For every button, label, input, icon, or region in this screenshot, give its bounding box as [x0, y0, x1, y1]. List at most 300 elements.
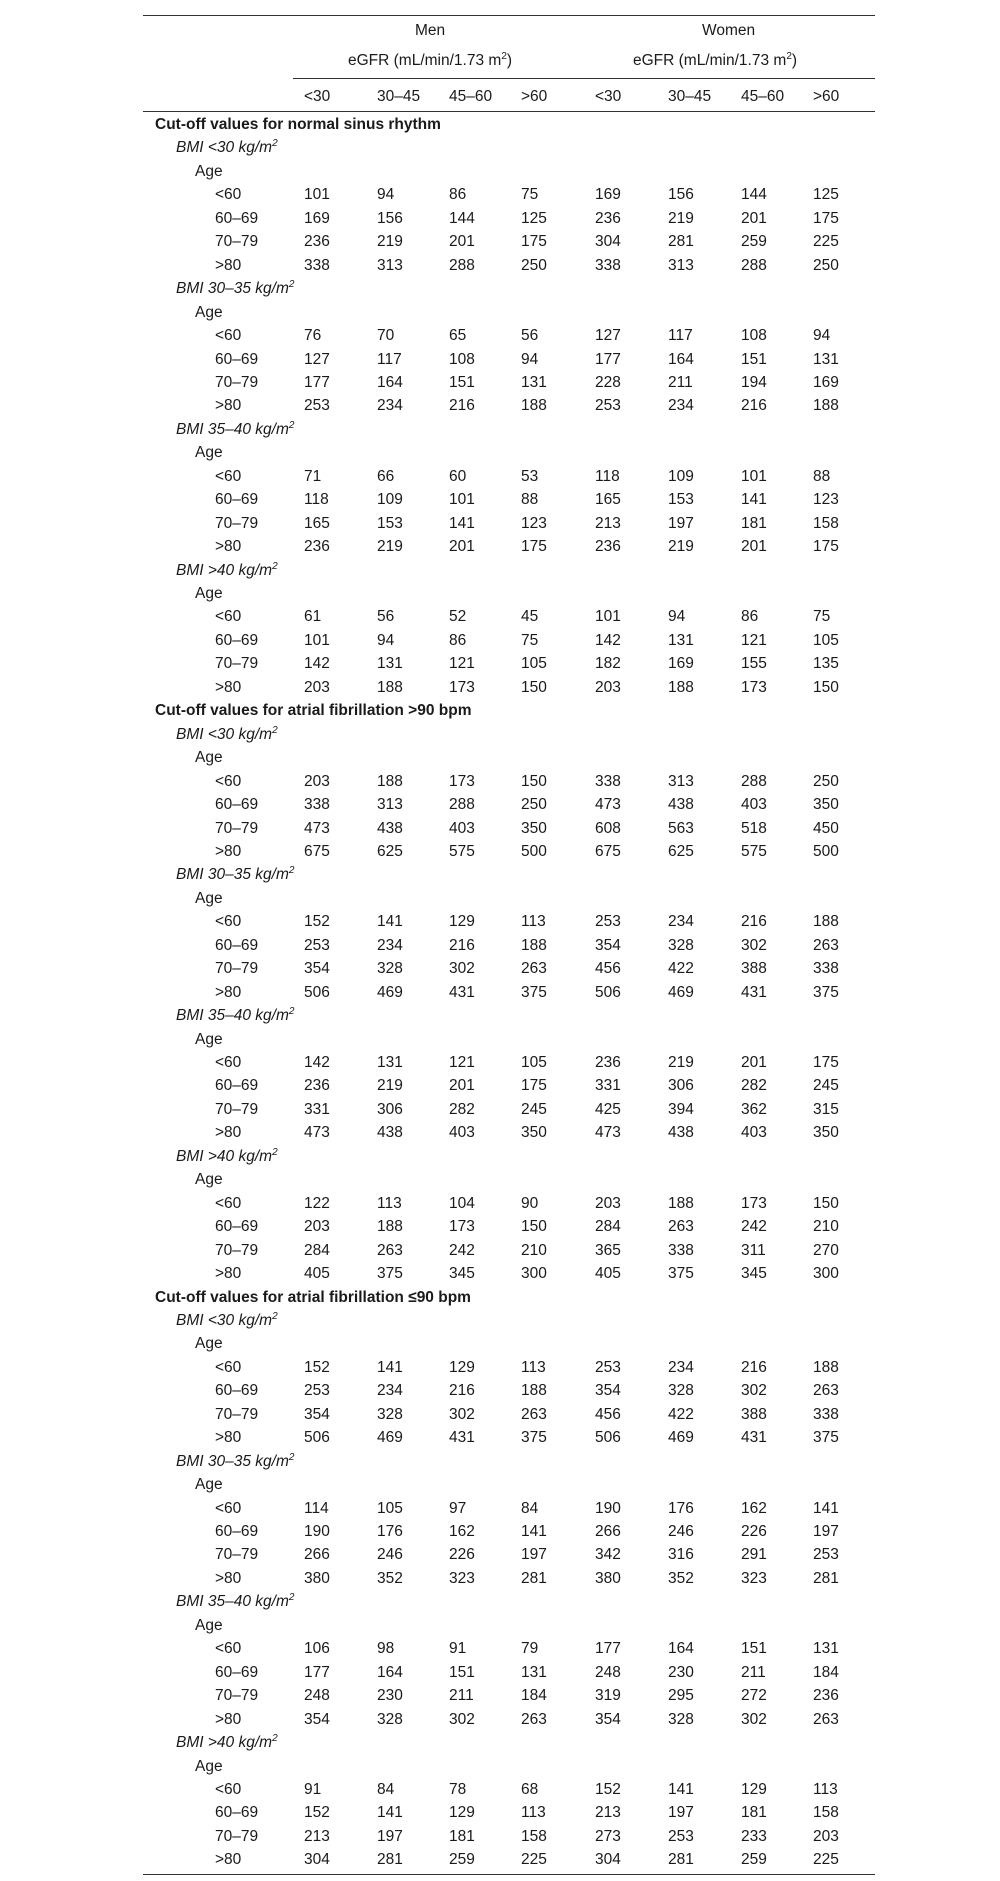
value-cell: 253: [595, 913, 621, 931]
value-cell: 306: [377, 1100, 403, 1118]
table-row: [143, 254, 875, 277]
age-group: <60: [215, 467, 242, 485]
value-cell: 625: [668, 842, 694, 860]
value-cell: 188: [668, 1194, 694, 1212]
value-cell: 113: [521, 1804, 546, 1822]
value-cell: 86: [449, 186, 467, 204]
bmi-label: [176, 863, 294, 886]
section-row: [143, 699, 875, 722]
value-cell: 266: [304, 1546, 330, 1564]
age-group: 70–79: [215, 373, 259, 391]
value-cell: 197: [668, 1804, 694, 1822]
value-cell: 101: [449, 491, 475, 509]
value-cell: 236: [813, 1687, 839, 1705]
bmi-text: BMI >40 kg/m: [176, 561, 273, 579]
value-cell: 234: [668, 913, 694, 931]
value-cell: 173: [449, 1218, 475, 1236]
value-cell: 213: [304, 1827, 330, 1845]
age-group: <60: [215, 1499, 242, 1517]
value-cell: 151: [741, 1640, 767, 1658]
value-cell: 177: [304, 373, 330, 391]
value-cell: 456: [595, 1405, 621, 1423]
value-cell: 282: [449, 1100, 475, 1118]
egfr-close: ): [791, 52, 798, 69]
table-row: [143, 1848, 875, 1871]
age-header-row: [143, 301, 875, 324]
value-cell: 375: [668, 1265, 694, 1283]
bmi-label: [176, 1731, 278, 1754]
value-cell: 438: [377, 1124, 403, 1142]
value-cell: 250: [813, 772, 839, 790]
value-cell: 75: [521, 186, 539, 204]
table-row: [143, 770, 875, 793]
age-group: 60–69: [215, 1523, 259, 1540]
value-cell: 306: [668, 1077, 694, 1095]
value-cell: 94: [813, 327, 831, 345]
age-group: 70–79: [215, 960, 259, 978]
value-cell: 141: [377, 1804, 403, 1822]
value-cell: 71: [304, 467, 322, 485]
value-cell: 91: [304, 1780, 322, 1798]
bmi-text: BMI >40 kg/m: [176, 1734, 273, 1752]
age-group: 70–79: [215, 1827, 259, 1845]
value-cell: 53: [521, 467, 539, 485]
table-row: [143, 1543, 875, 1566]
value-cell: 225: [813, 233, 839, 251]
value-cell: 675: [595, 842, 621, 860]
value-cell: 422: [668, 1405, 694, 1423]
bmi-label: [176, 418, 294, 441]
value-cell: 456: [595, 960, 621, 978]
value-cell: 316: [668, 1546, 694, 1564]
value-cell: 216: [741, 1358, 767, 1376]
value-cell: 213: [595, 514, 621, 532]
value-cell: 141: [813, 1499, 839, 1517]
value-cell: 113: [813, 1780, 838, 1798]
value-cell: 236: [304, 1077, 330, 1095]
value-cell: 313: [668, 256, 694, 274]
value-cell: 150: [813, 1194, 839, 1212]
age-header-row: [143, 441, 875, 464]
value-cell: 328: [668, 936, 694, 954]
age-header: Age: [195, 889, 223, 907]
value-cell: 155: [741, 655, 767, 673]
age-group: >80: [215, 1124, 242, 1142]
table-row: [143, 512, 875, 535]
bmi-row: [143, 136, 875, 159]
value-cell: 158: [813, 514, 839, 532]
bmi-row: [143, 723, 875, 746]
value-cell: 354: [304, 1405, 330, 1423]
value-cell: 175: [521, 1077, 547, 1095]
value-cell: 131: [521, 373, 547, 391]
value-cell: 78: [449, 1780, 467, 1798]
bmi-text: BMI 35–40 kg/m: [176, 1007, 289, 1025]
value-cell: 253: [813, 1546, 839, 1564]
age-header-row: [143, 1473, 875, 1496]
value-cell: 284: [304, 1241, 330, 1259]
value-cell: 142: [304, 655, 330, 673]
value-cell: 469: [668, 1429, 694, 1447]
bmi-sup: 2: [288, 1592, 295, 1604]
column-header: 45–60: [449, 88, 493, 105]
age-header-row: [143, 887, 875, 910]
table-row: [143, 1262, 875, 1285]
value-cell: 230: [668, 1663, 694, 1681]
column-header: 45–60: [741, 88, 785, 105]
value-cell: 342: [595, 1546, 621, 1564]
value-cell: 113: [521, 913, 546, 931]
value-cell: 219: [377, 1077, 403, 1095]
value-cell: 313: [377, 256, 403, 274]
value-cell: 156: [377, 209, 403, 227]
value-cell: 304: [595, 1851, 621, 1869]
women-egfr-label: [633, 51, 797, 71]
value-cell: 234: [377, 397, 403, 415]
value-cell: 152: [595, 1780, 621, 1798]
value-cell: 177: [595, 350, 621, 368]
value-cell: 101: [741, 467, 767, 485]
value-cell: 188: [813, 913, 839, 931]
value-cell: 352: [377, 1569, 403, 1587]
value-cell: 375: [377, 1265, 403, 1283]
egfr-text: eGFR (mL/min/1.73 m: [633, 52, 787, 69]
value-cell: 61: [304, 608, 322, 626]
age-group: 70–79: [215, 1405, 259, 1423]
age-group: 70–79: [215, 514, 259, 532]
bmi-sup: 2: [288, 865, 295, 877]
value-cell: 245: [813, 1077, 839, 1095]
table-row: [143, 348, 875, 371]
table-row: [143, 1661, 875, 1684]
value-cell: 84: [377, 1780, 395, 1798]
column-header: >60: [813, 88, 840, 105]
bmi-label: [176, 723, 278, 746]
value-cell: 323: [449, 1569, 475, 1587]
value-cell: 473: [595, 1124, 621, 1142]
value-cell: 216: [449, 397, 475, 415]
value-cell: 164: [377, 1663, 403, 1681]
value-cell: 197: [668, 514, 694, 532]
value-cell: 188: [377, 772, 403, 790]
value-cell: 101: [304, 631, 330, 649]
value-cell: 129: [449, 1358, 475, 1376]
value-cell: 625: [377, 842, 403, 860]
value-cell: 234: [668, 1358, 694, 1376]
section-row: [143, 113, 875, 136]
value-cell: 211: [668, 373, 693, 391]
value-cell: 213: [595, 1804, 621, 1822]
value-cell: 236: [304, 233, 330, 251]
value-cell: 158: [813, 1804, 839, 1822]
value-cell: 182: [595, 655, 621, 673]
value-cell: 188: [377, 678, 403, 696]
value-cell: 162: [449, 1523, 475, 1540]
value-cell: 121: [449, 1054, 475, 1071]
value-cell: 127: [595, 327, 621, 345]
value-cell: 284: [595, 1218, 621, 1236]
value-cell: 127: [304, 350, 330, 368]
women-group-rule: [583, 78, 875, 79]
value-cell: 365: [595, 1241, 621, 1259]
value-cell: 338: [813, 960, 839, 978]
value-cell: 113: [377, 1194, 402, 1212]
table-row: [143, 957, 875, 980]
bmi-sup: 2: [272, 724, 278, 736]
value-cell: 263: [377, 1241, 403, 1259]
men-group-rule: [293, 78, 583, 79]
age-header-row: [143, 1168, 875, 1191]
value-cell: 236: [595, 1054, 621, 1071]
value-cell: 150: [813, 678, 839, 696]
column-header: <30: [595, 88, 622, 105]
value-cell: 123: [813, 491, 839, 509]
age-group: 60–69: [215, 1218, 259, 1236]
table-row: [143, 1708, 875, 1731]
value-cell: 236: [304, 538, 330, 556]
age-group: >80: [215, 842, 242, 860]
bmi-text: BMI 35–40 kg/m: [176, 420, 289, 438]
value-cell: 506: [304, 983, 330, 1001]
value-cell: 230: [377, 1687, 403, 1705]
value-cell: 253: [304, 1382, 330, 1400]
table-row: [143, 652, 875, 675]
value-cell: 158: [521, 1827, 547, 1845]
bmi-text: BMI 30–35 kg/m: [176, 1452, 289, 1470]
value-cell: 152: [304, 1358, 330, 1376]
value-cell: 201: [741, 538, 767, 556]
value-cell: 338: [668, 1241, 694, 1259]
value-cell: 473: [304, 819, 330, 837]
value-cell: 338: [595, 256, 621, 274]
table-row: [143, 981, 875, 1004]
top-rule: [143, 15, 875, 16]
value-cell: 150: [521, 1218, 547, 1236]
value-cell: 394: [668, 1100, 694, 1118]
value-cell: 105: [813, 631, 839, 649]
men-egfr-label: [348, 51, 512, 71]
table-row: [143, 1215, 875, 1238]
value-cell: 375: [813, 1429, 839, 1447]
age-header: Age: [195, 162, 223, 180]
value-cell: 438: [668, 796, 694, 814]
table-row: [143, 1379, 875, 1402]
bmi-text: BMI <30 kg/m: [176, 1311, 273, 1329]
value-cell: 506: [595, 983, 621, 1001]
value-cell: 302: [449, 1710, 475, 1728]
section-title: Cut-off values for normal sinus rhythm: [155, 116, 441, 133]
value-cell: 56: [377, 608, 395, 626]
age-group: 70–79: [215, 1241, 259, 1259]
value-cell: 109: [377, 491, 403, 509]
value-cell: 225: [813, 1851, 839, 1869]
value-cell: 259: [741, 233, 767, 251]
section-row: [143, 1286, 875, 1309]
value-cell: 211: [741, 1663, 766, 1681]
value-cell: 203: [813, 1827, 839, 1845]
value-cell: 288: [449, 256, 475, 274]
value-cell: 226: [741, 1523, 767, 1540]
value-cell: 263: [521, 1710, 547, 1728]
bmi-text: BMI >40 kg/m: [176, 1147, 273, 1165]
table-row: [143, 1520, 875, 1543]
value-cell: 141: [741, 491, 767, 509]
section-title: Cut-off values for atrial fibrillation >90 bpm: [155, 702, 472, 720]
value-cell: 362: [741, 1100, 767, 1118]
age-header: Age: [195, 1757, 223, 1775]
value-cell: 438: [668, 1124, 694, 1142]
value-cell: 403: [741, 796, 767, 814]
value-cell: 281: [377, 1851, 403, 1869]
value-cell: 188: [813, 1358, 839, 1376]
bmi-sup: 2: [288, 1006, 295, 1018]
value-cell: 313: [668, 772, 694, 790]
bmi-text: BMI 35–40 kg/m: [176, 1593, 289, 1611]
value-cell: 173: [741, 1194, 767, 1212]
value-cell: 181: [741, 1804, 767, 1822]
value-cell: 354: [304, 960, 330, 978]
value-cell: 201: [741, 209, 767, 227]
value-cell: 175: [813, 538, 839, 556]
value-cell: 169: [668, 655, 694, 673]
value-cell: 425: [595, 1100, 621, 1118]
bmi-row: [143, 1145, 875, 1168]
value-cell: 300: [521, 1265, 547, 1283]
bmi-sup: 2: [288, 279, 295, 291]
value-cell: 253: [668, 1827, 694, 1845]
table-row: [143, 934, 875, 957]
value-cell: 236: [595, 538, 621, 556]
age-header: Age: [195, 444, 223, 462]
bmi-label: [176, 1590, 294, 1613]
value-cell: 219: [668, 209, 694, 227]
bmi-row: [143, 1004, 875, 1027]
value-cell: 201: [449, 538, 475, 556]
age-header-row: [143, 1755, 875, 1778]
table-row: [143, 1825, 875, 1848]
table-row: [143, 817, 875, 840]
value-cell: 98: [377, 1640, 395, 1658]
value-cell: 518: [741, 819, 767, 837]
value-cell: 203: [595, 678, 621, 696]
bmi-text: BMI <30 kg/m: [176, 139, 273, 157]
value-cell: 304: [595, 233, 621, 251]
bmi-sup: 2: [272, 1310, 278, 1322]
table-row: [143, 793, 875, 816]
value-cell: 117: [668, 327, 693, 345]
value-cell: 500: [521, 842, 547, 860]
egfr-text: eGFR (mL/min/1.73 m: [348, 52, 502, 69]
value-cell: 131: [377, 655, 403, 673]
value-cell: 153: [377, 514, 403, 532]
value-cell: 270: [813, 1241, 839, 1259]
header-bottom-rule: [143, 111, 875, 112]
value-cell: 250: [521, 256, 547, 274]
value-cell: 311: [741, 1241, 766, 1259]
age-group: >80: [215, 1569, 242, 1587]
value-cell: 431: [741, 983, 767, 1001]
value-cell: 101: [304, 186, 330, 204]
value-cell: 248: [595, 1663, 621, 1681]
value-cell: 282: [741, 1077, 767, 1095]
value-cell: 225: [521, 1851, 547, 1869]
value-cell: 216: [449, 936, 475, 954]
value-cell: 88: [521, 491, 539, 509]
value-cell: 169: [813, 373, 839, 391]
bmi-text: BMI 30–35 kg/m: [176, 280, 289, 298]
age-group: >80: [215, 678, 242, 696]
table-row: [143, 629, 875, 652]
value-cell: 197: [377, 1827, 403, 1845]
table-row: [143, 1403, 875, 1426]
value-cell: 302: [741, 936, 767, 954]
age-header-row: [143, 582, 875, 605]
value-cell: 142: [595, 631, 621, 649]
value-cell: 129: [449, 913, 475, 931]
value-cell: 328: [377, 960, 403, 978]
value-cell: 113: [521, 1358, 546, 1376]
value-cell: 319: [595, 1687, 621, 1705]
value-cell: 101: [595, 608, 621, 626]
value-cell: 194: [741, 373, 767, 391]
value-cell: 253: [304, 397, 330, 415]
value-cell: 211: [449, 1687, 474, 1705]
value-cell: 169: [595, 186, 621, 204]
value-cell: 177: [304, 1663, 330, 1681]
age-group: >80: [215, 256, 242, 274]
value-cell: 263: [668, 1218, 694, 1236]
value-cell: 473: [304, 1124, 330, 1142]
value-cell: 563: [668, 819, 694, 837]
value-cell: 175: [521, 538, 547, 556]
bmi-label: [176, 559, 278, 582]
value-cell: 76: [304, 327, 322, 345]
value-cell: 121: [741, 631, 767, 649]
value-cell: 253: [595, 1358, 621, 1376]
value-cell: 338: [304, 796, 330, 814]
value-cell: 375: [521, 983, 547, 1001]
age-group: 70–79: [215, 655, 259, 673]
age-group: 60–69: [215, 936, 259, 954]
age-header: Age: [195, 1616, 223, 1634]
value-cell: 176: [668, 1499, 694, 1517]
value-cell: 250: [813, 256, 839, 274]
value-cell: 144: [449, 209, 475, 227]
table-row: [143, 1778, 875, 1801]
bmi-row: [143, 863, 875, 886]
value-cell: 263: [521, 960, 547, 978]
table-row: [143, 183, 875, 206]
value-cell: 469: [377, 983, 403, 1001]
section-title: Cut-off values for atrial fibrillation ≤90 bpm: [155, 1288, 471, 1306]
value-cell: 173: [449, 678, 475, 696]
value-cell: 184: [813, 1663, 839, 1681]
value-cell: 141: [377, 913, 403, 931]
table-row: [143, 1637, 875, 1660]
table-row: [143, 1684, 875, 1707]
value-cell: 328: [668, 1382, 694, 1400]
egfr-close: ): [506, 52, 513, 69]
value-cell: 75: [813, 608, 831, 626]
column-header: <30: [304, 88, 331, 105]
value-cell: 234: [377, 936, 403, 954]
age-group: 60–69: [215, 1382, 259, 1400]
value-cell: 94: [377, 186, 395, 204]
value-cell: 403: [449, 819, 475, 837]
value-cell: 75: [521, 631, 539, 649]
value-cell: 281: [668, 1851, 694, 1869]
value-cell: 675: [304, 842, 330, 860]
